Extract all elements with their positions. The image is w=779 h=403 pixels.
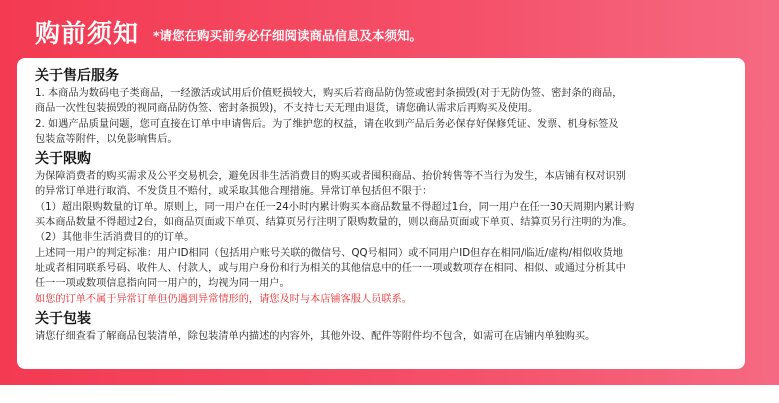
section-purchase-limit — [35, 150, 731, 307]
section-title: 关于包装 — [35, 310, 91, 327]
page-title: 购前须知 — [35, 19, 140, 48]
section-title: 关于限购 — [35, 151, 91, 168]
paragraph-line: 商品一次性包装损毁的视同商品防伪签、密封条损毁)，不支持七天无理由退货，请您确认需求后再购买及使用。 — [35, 103, 539, 115]
paragraph-line: 址或者相同联系号码、收件人、付款人，或与用户身份和行为相关的其他信息中的任一一项或数项存在相同、相似、或通过分析其中 — [35, 262, 626, 274]
notice-card — [17, 58, 745, 369]
paragraph-line: 上述同一用户的判定标准：用户ID相同（包括用户账号关联的微信号、QQ号相同）或不同用户ID但存在相同/临近/虚构/相似收货地 — [35, 247, 623, 259]
section-packaging — [35, 310, 731, 344]
paragraph-line: 2. 如遇产品质量问题，您可直接在订单中申请售后。为了维护您的权益，请在收到产品后务必保存好保修凭证、发票、机身标签及 — [35, 118, 619, 130]
paragraph-line: （2）其他非生活消费目的的订单。 — [35, 232, 195, 244]
paragraph-line: 买本商品数量不得超过2台，如商品页面或下单页、结算页另行注明了限购数量的，则以商品页面或下单页、结算页另行注明的为准。 — [35, 217, 633, 229]
paragraph-line: 的异常订单进行取消、不发货且不赔付，或采取其他合理措施。异常订单包括但不限于： — [35, 186, 433, 198]
paragraph-line: （1）超出限购数量的订单。原则上，同一用户在任一24小时内累计购买本商品数量不得超过1台，同一用户在任一30天周期内累计购 — [35, 201, 635, 213]
page-subtitle: *请您在购买前务必仔细阅读商品信息及本须知。 — [153, 28, 423, 43]
customer-service-notice: 如您的订单不属于异常订单但仍遇到异常情形的，请您及时与本店铺客服人员联系。 — [35, 293, 412, 305]
paragraph-line: 为保障消费者的购买需求及公平交易机会，避免因非生活消费目的购买或者囤积商品、抬价转售等不当行为发生，本店铺有权对识别 — [35, 171, 626, 183]
section-title: 关于售后服务 — [35, 68, 119, 84]
paragraph-line: 包装盒等附件，以免影响售后。 — [35, 133, 178, 145]
paragraph-line: 请您仔细查看了解商品包装清单，除包装清单内描述的内容外，其他外设、配件等附件均不包含，如需可在店铺内单独购买。 — [35, 330, 596, 342]
section-after-sales — [35, 67, 731, 147]
paragraph-line: 1. 本商品为数码电子类商品，一经激活或试用后价值贬损较大，购买后若商品防伪签或密封条损毁(对于无防伪签、密封条的商品， — [35, 88, 623, 99]
paragraph-line: 任一一项或数项信息指向同一用户的，均视为同一用户。 — [35, 278, 290, 290]
